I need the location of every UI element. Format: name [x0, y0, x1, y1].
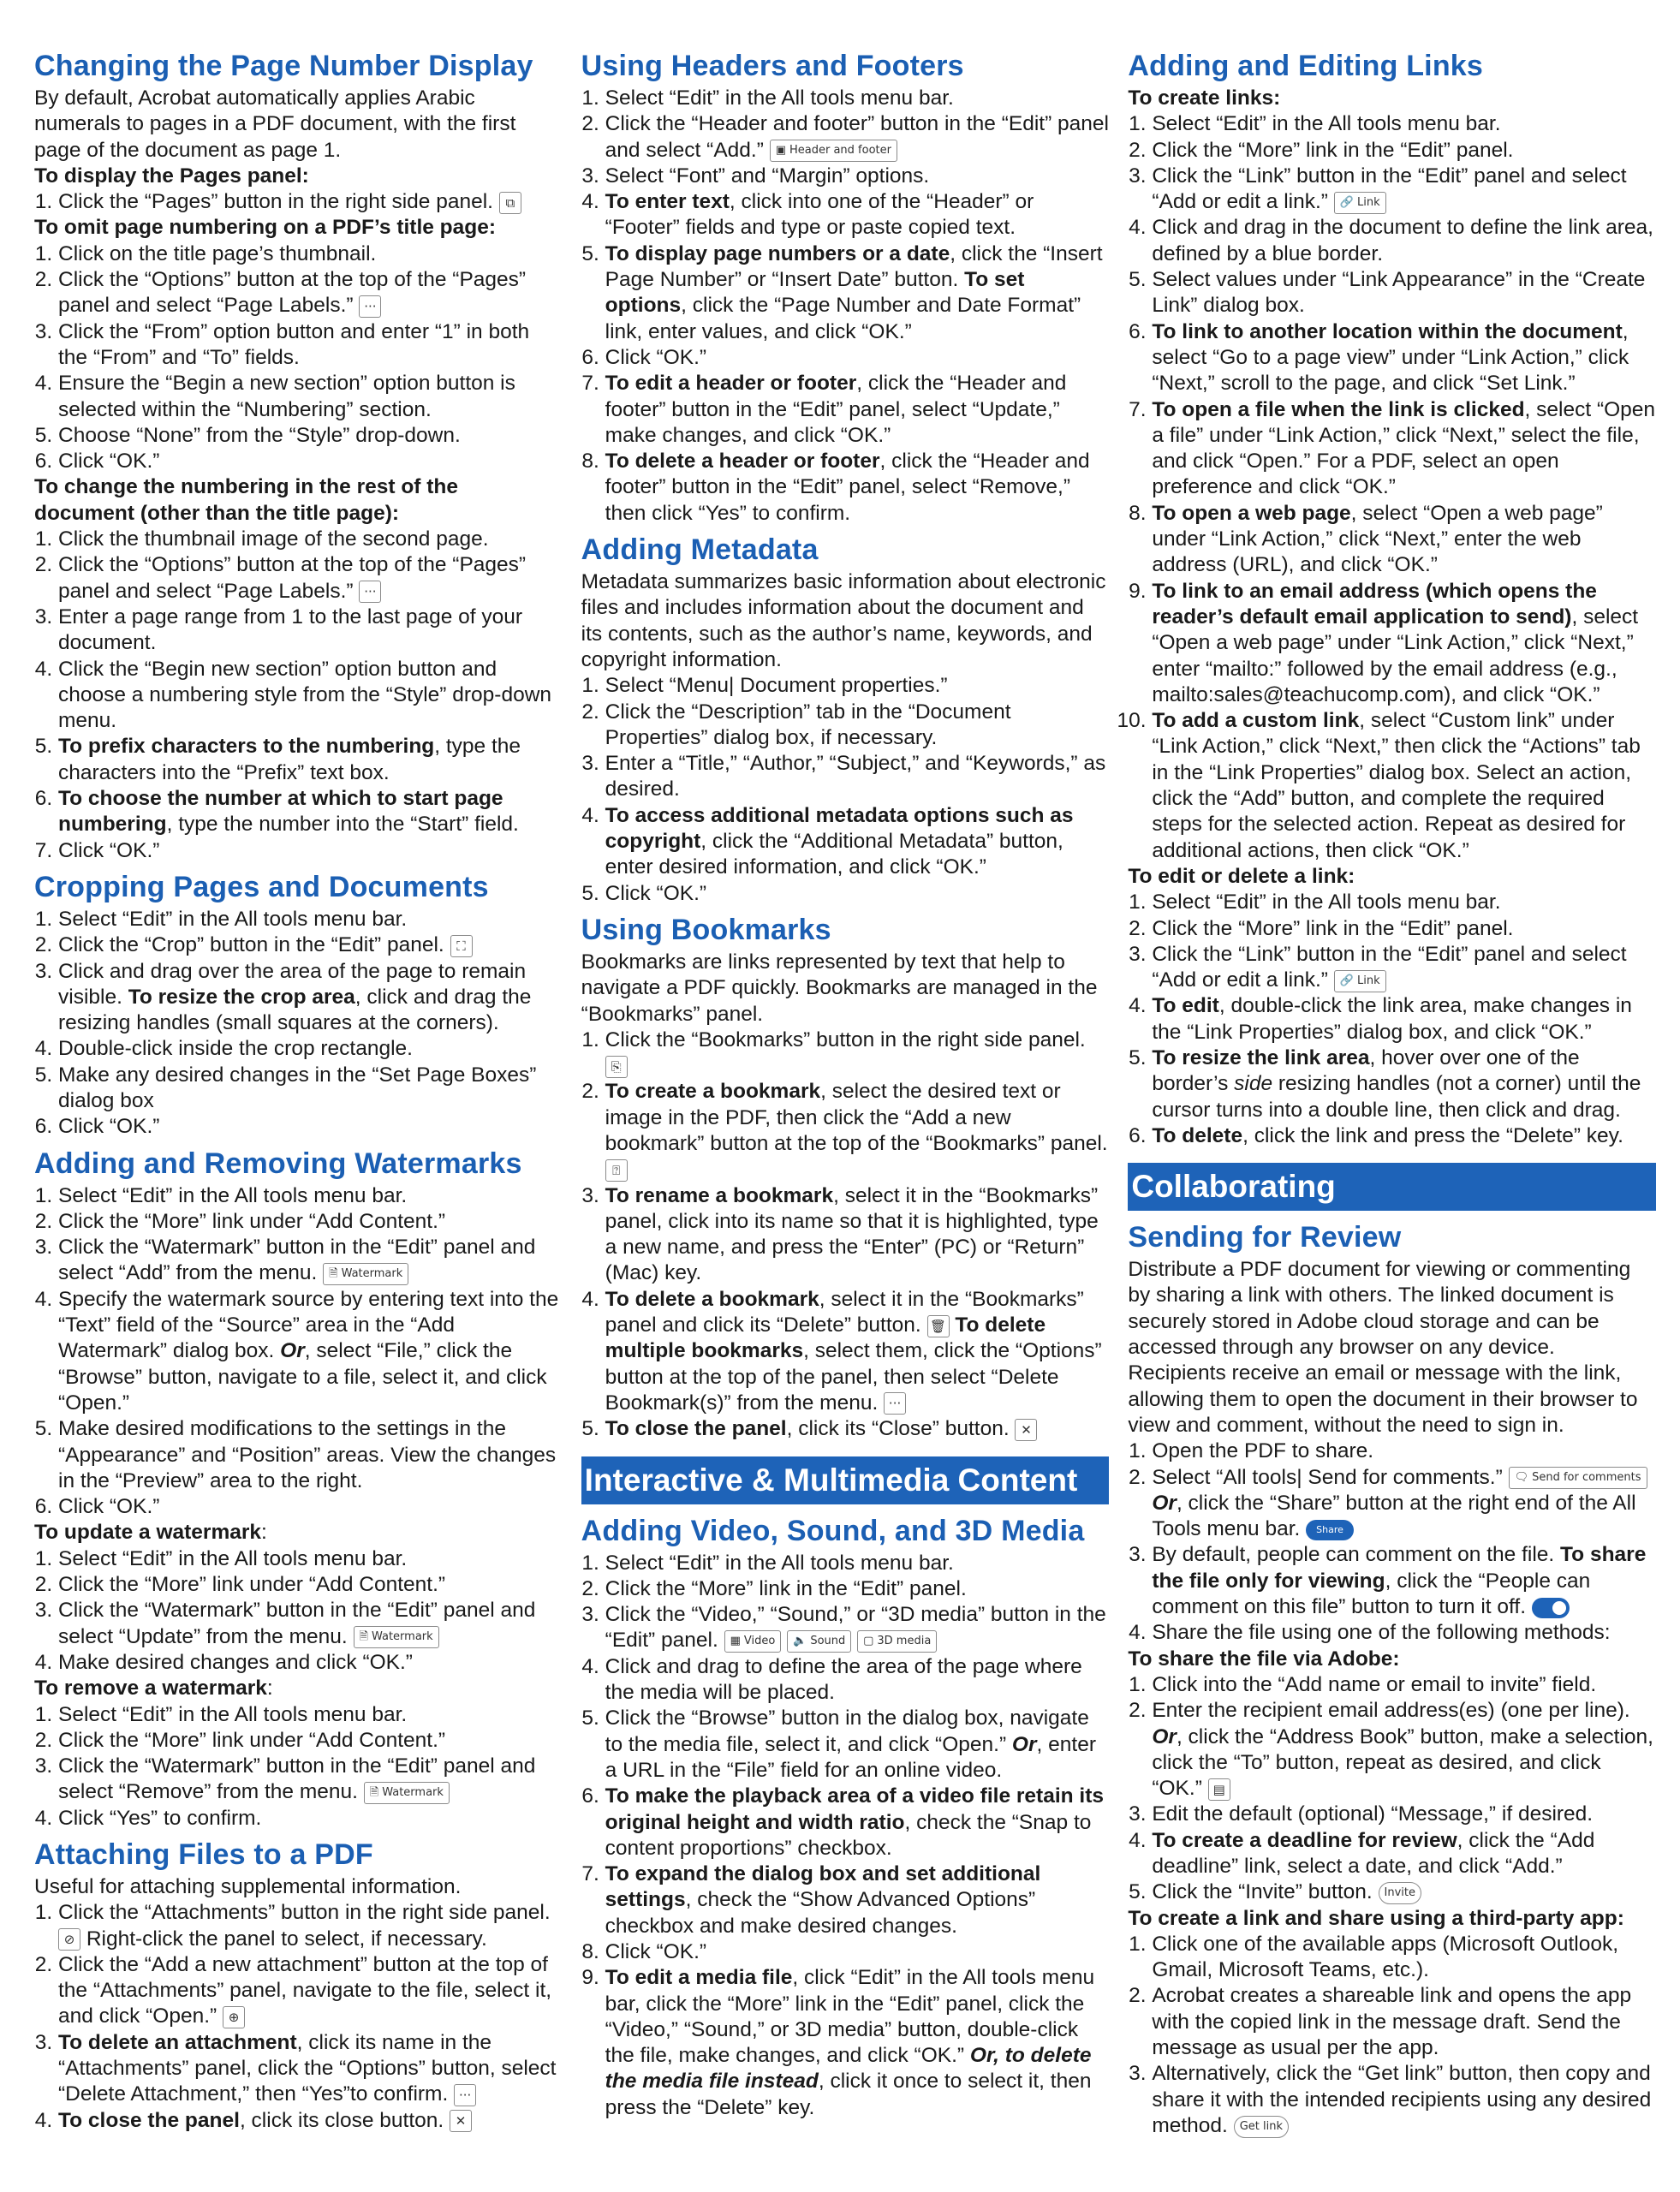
step: 7. Click “OK.”	[58, 838, 563, 864]
step-list	[1128, 1438, 1656, 1646]
step: 4. To edit, double-click the link area, make changes in the “Link Properties” dialog box, and click “OK.”	[1152, 993, 1656, 1045]
step: 5. Select values under “Link Appearance” in the “Create Link” dialog box.	[1152, 267, 1656, 319]
address-book-icon[interactable]: ▤	[1208, 1778, 1230, 1801]
step-list	[34, 241, 563, 475]
column-2	[581, 43, 1110, 2175]
comment-icon: 🗨	[1514, 1471, 1529, 1485]
more-options-icon[interactable]: ···	[884, 1392, 906, 1415]
step: 1. Select “Edit” in the All tools menu bar.	[58, 1546, 563, 1572]
step: 3. To rename a bookmark, select it in the “Bookmarks” panel, click into its name so that it is highlighted, type a new name, and press the “Enter” (PC) or “Return” (Mac) key.	[605, 1183, 1110, 1287]
step: 6. Click “OK.”	[58, 1114, 563, 1140]
step: 9. To link to an email address (which opens the reader’s default email application to send), select “Open a web page” under “Link Action,” click “Next,” enter “mailto:” followed by the email address (e.g., mailto:sales@teachucomp.com), and click “OK.”	[1152, 579, 1656, 708]
step-list	[581, 86, 1110, 527]
step: 3. By default, people can comment on the file. To share the file only for viewing, click the “People can comment on this file” button to turn it off.	[1152, 1542, 1656, 1620]
video-button[interactable]: ▦ Video	[724, 1630, 782, 1653]
step: 8. To delete a header or footer, click the “Header and footer” button in the “Edit” panel, select “Remove,” then click “Yes” to confirm.	[605, 449, 1110, 527]
paragraph: Bookmarks are links represented by text that help to navigate a PDF quickly. Bookmarks are managed in the “Bookmarks” panel.	[581, 950, 1098, 1026]
header-footer-icon: ▣	[775, 144, 786, 158]
subheading: To create links:	[1128, 86, 1281, 110]
subheading: To omit page numbering on a PDF’s title page:	[34, 216, 497, 240]
step: 3. Click the “Watermark” button in the “Edit” panel and select “Add” from the menu. 🗎 Watermark	[58, 1235, 563, 1287]
step: 3. Click the “Video,” “Sound,” or “3D media” button in the “Edit” panel. ▦ Video 🔈 Sound ▢ 3D media	[605, 1602, 1110, 1654]
step: 1. Select “Edit” in the All tools menu bar.	[1152, 890, 1656, 915]
step: 2. Enter the recipient email address(es) (one per line). Or, click the “Address Book” button, make a selection, click the “To” button, repeat as desired, and click “OK.” ▤	[1152, 1698, 1656, 1802]
step: 2. Click the “Add a new attachment” button at the top of the “Attachments” panel, navigate to the file, select it, and click “Open.” ⊕	[58, 1952, 563, 2030]
step: 4. To access additional metadata options such as copyright, click the “Additional Metadata” button, enter desired information, and click “OK.”	[605, 803, 1110, 881]
step: 1. Click the “Bookmarks” button in the right side panel. ⎘	[605, 1028, 1110, 1080]
watermark-button[interactable]: 🗎 Watermark	[323, 1263, 408, 1285]
step: 6. Click “OK.”	[58, 449, 563, 474]
step: 6. To delete, click the link and press the “Delete” key.	[1152, 1123, 1656, 1149]
close-icon[interactable]: ✕	[1015, 1419, 1037, 1441]
trash-icon[interactable]: 🗑	[927, 1315, 950, 1337]
link-button[interactable]: 🔗 Link	[1334, 192, 1386, 214]
step-list	[34, 527, 563, 864]
section-title: Adding and Removing Watermarks	[34, 1147, 522, 1180]
header-footer-button[interactable]: ▣ Header and footer	[770, 140, 897, 162]
add-attachment-icon[interactable]: ⊕	[223, 2006, 245, 2028]
more-options-icon[interactable]: ···	[454, 2084, 476, 2106]
section-title: Using Bookmarks	[581, 913, 831, 946]
step: 5. Make any desired changes in the “Set Page Boxes” dialog box	[58, 1063, 563, 1115]
step: 6. To choose the number at which to start page numbering, type the number into the “Start” field.	[58, 786, 563, 838]
step: 6. Click “OK.”	[58, 1494, 563, 1520]
step: 1. Select “Edit” in the All tools menu bar.	[58, 1183, 563, 1209]
step-list	[581, 1028, 1110, 1443]
paperclip-icon[interactable]: ⊘	[58, 1928, 80, 1951]
invite-button[interactable]: Invite	[1379, 1882, 1421, 1904]
more-options-icon[interactable]: ···	[359, 581, 381, 603]
section-title: Adding Video, Sound, and 3D Media	[581, 1514, 1085, 1547]
step: 1. Select “Edit” in the All tools menu bar.	[605, 1551, 1110, 1576]
share-button[interactable]: Share	[1306, 1520, 1354, 1540]
step: 2. Click the “More” link under “Add Content.”	[58, 1572, 563, 1598]
step: 6. To make the playback area of a video file retain its original height and width ratio, check the “Snap to content proportions” checkbox.	[605, 1784, 1110, 1861]
section-title: Using Headers and Footers	[581, 50, 964, 82]
step: 4. Make desired changes and click “OK.”	[58, 1650, 563, 1676]
paragraph: Distribute a PDF document for viewing or commenting by sharing a link with others. The linked document is securely stored in Adobe cloud storage and can be accessed through any browser on any device. Recipients receive an email or message with the link, allowing them to open the document in their browser to view and comment, without the need to sign in.	[1128, 1258, 1638, 1437]
sound-button[interactable]: 🔈 Sound	[787, 1630, 851, 1653]
step-list	[34, 1546, 563, 1676]
step-list	[34, 907, 563, 1141]
step: 5. Click the “Browse” button in the dialog box, navigate to the media file, select it, and click “Open.” Or, enter a URL in the “File” field for an online video.	[605, 1706, 1110, 1784]
step: 1. Click into the “Add name or email to invite” field.	[1152, 1672, 1656, 1698]
film-icon: ▦	[730, 1634, 741, 1647]
step: 10. To add a custom link, select “Custom link” under “Link Action,” click “Next,” then click the “Actions” tab in the “Link Properties” dialog box. Select an action, click the “Add” button, and complete the required steps for the selected action. Repeat as desired for additional actions, then click “OK.”	[1152, 708, 1656, 864]
step: 3. Click the “Watermark” button in the “Edit” panel and select “Update” from the menu. 🗎 Watermark	[58, 1598, 563, 1650]
step: 4. Click the “Begin new section” option button and choose a numbering style from the “Style” drop-down menu.	[58, 657, 563, 735]
step: 3. Enter a “Title,” “Author,” “Subject,” and “Keywords,” as desired.	[605, 751, 1110, 803]
step: 2. Select “All tools| Send for comments.” 🗨 Send for comments Or, click the “Share” button at the right end of the All Tools menu bar. Share	[1152, 1465, 1656, 1543]
subheading: To share the file via Adobe:	[1128, 1647, 1400, 1671]
step: 9. To edit a media file, click “Edit” in the All tools menu bar, click the “More” link in the “Edit” panel, click the “Video,” “Sound,” or 3D media” button, double-click the file, make changes, and click “OK.” Or, to delete the media file instead, click it once to select it, then press the “Delete” key.	[605, 1965, 1110, 2121]
step-list	[1128, 111, 1656, 864]
step: 2. Click the “Description” tab in the “Document Properties” dialog box, if necessary.	[605, 700, 1110, 752]
get-link-button[interactable]: Get link	[1234, 2116, 1289, 2138]
bookmarks-icon[interactable]: ⎘	[605, 1056, 628, 1078]
step: 8. To open a web page, select “Open a web page” under “Link Action,” click “Next,” enter the web address (URL), and click “OK.”	[1152, 501, 1656, 579]
step: 7. To expand the dialog box and set additional settings, check the “Show Advanced Options” checkbox and make desired changes.	[605, 1861, 1110, 1939]
step: 2. Acrobat creates a shareable link and opens the app with the copied link in the message draft. Send the message as usual per the app.	[1152, 1983, 1656, 2061]
step: 3. Alternatively, click the “Get link” button, then copy and share it with the intended recipients using any desired method. Get link	[1152, 2061, 1656, 2139]
subheading: To update a watermark:	[34, 1521, 267, 1545]
step: 1. Click one of the available apps (Microsoft Outlook, Gmail, Microsoft Teams, etc.).	[1152, 1932, 1656, 1984]
section-title: Sending for Review	[1128, 1221, 1402, 1254]
step: 5. To prefix characters to the numbering, type the characters into the “Prefix” text box.	[58, 734, 563, 786]
speaker-icon: 🔈	[793, 1634, 807, 1647]
step: 3. Click the “Link” button in the “Edit” panel and select “Add or edit a link.” 🔗 Link	[1152, 942, 1656, 994]
pages-icon[interactable]: ⧉	[499, 192, 521, 214]
watermark-button[interactable]: 🗎 Watermark	[354, 1626, 439, 1648]
new-bookmark-icon[interactable]: ⍰	[605, 1159, 628, 1182]
document-icon: 🗎	[369, 1785, 379, 1799]
step: 4. Double-click inside the crop rectangle.	[58, 1036, 563, 1062]
step: 2. Click the “More” link under “Add Content.”	[58, 1209, 563, 1235]
section-title: Adding Metadata	[581, 533, 819, 567]
step: 5. Make desired modifications to the settings in the “Appearance” and “Position” areas. View the changes in the “Preview” area to the right.	[58, 1416, 563, 1494]
step: 3. Click the “From” option button and enter “1” in both the “From” and “To” fields.	[58, 319, 563, 372]
step: 1. Select “Edit” in the All tools menu bar.	[58, 907, 563, 932]
step: 3. Click the “Link” button in the “Edit” panel and select “Add or edit a link.” 🔗 Link	[1152, 164, 1656, 216]
cube-icon: ▢	[863, 1634, 874, 1647]
step: 3. Edit the default (optional) “Message,” if desired.	[1152, 1802, 1656, 1827]
subheading: To change the numbering in the rest of the document (other than the title page):	[34, 475, 459, 525]
step: 7. To edit a header or footer, click the “Header and footer” button in the “Edit” panel, select “Update,” make changes, and click “OK.”	[605, 371, 1110, 449]
step: 1. Click the thumbnail image of the second page.	[58, 527, 563, 552]
step-list	[581, 673, 1110, 907]
link-icon: 🔗	[1339, 195, 1354, 209]
crop-icon[interactable]: ⛶	[450, 935, 473, 957]
link-icon: 🔗	[1339, 974, 1354, 987]
step: 3. Click and drag over the area of the page to remain visible. To resize the crop area, click and drag the resizing handles (small squares at the corners).	[58, 959, 563, 1037]
section-banner: Collaborating	[1128, 1163, 1656, 1211]
document-icon: 🗎	[329, 1267, 338, 1280]
step-list	[1128, 1672, 1656, 1906]
step: 5. To close the panel, click its “Close” button. ✕	[605, 1416, 1110, 1442]
step: 2. Click the “More” link in the “Edit” panel.	[1152, 916, 1656, 942]
step-list	[581, 1551, 1110, 2122]
section-title: Attaching Files to a PDF	[34, 1838, 373, 1871]
section-title: Adding and Editing Links	[1128, 50, 1484, 82]
step: 1. Click on the title page’s thumbnail.	[58, 241, 563, 267]
step: 5. To display page numbers or a date, click the “Insert Page Number” or “Insert Date” button. To set options, click the “Page Number and Date Format” link, enter values, and click “OK.”	[605, 241, 1110, 345]
step: 3. Click the “Watermark” button in the “Edit” panel and select “Remove” from the menu. 🗎 Watermark	[58, 1754, 563, 1806]
send-for-comments-button[interactable]: 🗨 Send for comments	[1509, 1467, 1647, 1489]
step: 4. To close the panel, click its close button. ✕	[58, 2108, 563, 2134]
step: 2. Click the “Options” button at the top of the “Pages” panel and select “Page Labels.” ···	[58, 552, 563, 605]
step: 5. To resize the link area, hover over one of the border’s side resizing handles (not a corner) until the cursor turns into a double line, then click and drag.	[1152, 1045, 1656, 1123]
subheading: To remove a watermark:	[34, 1677, 273, 1701]
step: 1. Select “Menu| Document properties.”	[605, 673, 1110, 699]
subheading: To edit or delete a link:	[1128, 864, 1355, 888]
step: 4. To delete a bookmark, select it in the “Bookmarks” panel and click its “Delete” button. 🗑 To delete multiple bookmarks, select them, click the “Options” button at the top of the panel, then select “Delete Bookmark(s)” from the menu. ···	[605, 1287, 1110, 1416]
step: 3. To delete an attachment, click its name in the “Attachments” panel, click the “Options” button, select “Delete Attachment,” then “Yes”to confirm. ···	[58, 2030, 563, 2108]
paragraph: By default, Acrobat automatically applies Arabic numerals to pages in a PDF document, with the first page of the document as page 1.	[34, 86, 516, 162]
step: 5. Choose “None” from the “Style” drop-down.	[58, 423, 563, 449]
toggle-on-icon[interactable]	[1532, 1598, 1570, 1618]
step: 5. Click “OK.”	[605, 881, 1110, 907]
step-list	[1128, 890, 1656, 1149]
step-list	[34, 189, 563, 215]
step: 2. Click the “More” link under “Add Content.”	[58, 1728, 563, 1754]
subheading: To display the Pages panel:	[34, 164, 309, 188]
step: 4. Ensure the “Begin a new section” option button is selected within the “Numbering” section.	[58, 371, 563, 423]
paragraph: Metadata summarizes basic information about electronic files and includes information about the document and its contents, such as the author’s name, keywords, and copyright information.	[581, 570, 1106, 671]
step: 2. Click the “More” link in the “Edit” panel.	[605, 1576, 1110, 1602]
step: 3. Select “Font” and “Margin” options.	[605, 164, 1110, 189]
step: 4. Specify the watermark source by entering text into the “Text” field of the “Source” area in the “Add Watermark” dialog box. Or, select “File,” click the “Browse” button, navigate to a file, select it, and click “Open.”	[58, 1287, 563, 1416]
paragraph: Useful for attaching supplemental information.	[34, 1875, 462, 1898]
3d-media-button[interactable]: ▢ 3D media	[857, 1630, 937, 1653]
step: 2. Click the “More” link in the “Edit” panel.	[1152, 138, 1656, 164]
column-3	[1128, 43, 1656, 2175]
step: 5. Click the “Invite” button. Invite	[1152, 1879, 1656, 1905]
step: 1. Click the “Attachments” button in the right side panel. ⊘ Right-click the panel to select, if necessary.	[58, 1900, 563, 1952]
step-list	[34, 1900, 563, 2134]
close-icon[interactable]: ✕	[450, 2110, 472, 2132]
step: 1. Open the PDF to share.	[1152, 1438, 1656, 1464]
step: 4. To create a deadline for review, click the “Add deadline” link, select a date, and click “Add.”	[1152, 1828, 1656, 1880]
section-banner: Interactive & Multimedia Content	[581, 1456, 1110, 1504]
step: 6. To link to another location within the document, select “Go to a page view” under “Link Action,” click “Next,” scroll to the page, and click “Set Link.”	[1152, 319, 1656, 397]
step: 1. Select “Edit” in the All tools menu bar.	[605, 86, 1110, 111]
step: 7. To open a file when the link is clicked, select “Open a file” under “Link Action,” click “Next,” select the file, and click “Open.” For a PDF, select an open preference and click “OK.”	[1152, 397, 1656, 501]
column-1	[34, 43, 563, 2175]
link-button[interactable]: 🔗 Link	[1334, 970, 1386, 992]
step: 4. Share the file using one of the following methods:	[1152, 1620, 1656, 1646]
more-options-icon[interactable]: ···	[359, 295, 381, 318]
step-list	[1128, 1932, 1656, 2139]
step: 2. Click the “Options” button at the top of the “Pages” panel and select “Page Labels.” ···	[58, 267, 563, 319]
step: 4. Click and drag to define the area of the page where the media will be placed.	[605, 1654, 1110, 1707]
watermark-button[interactable]: 🗎 Watermark	[364, 1782, 450, 1804]
step: 4. Click and drag in the document to define the link area, defined by a blue border.	[1152, 215, 1656, 267]
section-title: Changing the Page Number Display	[34, 50, 533, 82]
step: 2. Click the “Header and footer” button in the “Edit” panel and select “Add.” ▣ Header and footer	[605, 111, 1110, 164]
step: 1. Select “Edit” in the All tools menu bar.	[58, 1702, 563, 1728]
document-icon: 🗎	[359, 1630, 368, 1644]
step-list	[34, 1183, 563, 1521]
step: 4. Click “Yes” to confirm.	[58, 1806, 563, 1832]
step: 1. Select “Edit” in the All tools menu bar.	[1152, 111, 1656, 137]
step: 2. To create a bookmark, select the desired text or image in the PDF, then click the “Add a new bookmark” button at the top of the “Bookmarks” panel. ⍰	[605, 1079, 1110, 1182]
section-title: Cropping Pages and Documents	[34, 870, 489, 903]
subheading: To create a link and share using a third-party app:	[1128, 1906, 1624, 1930]
step-list	[34, 1702, 563, 1832]
step: 8. Click “OK.”	[605, 1939, 1110, 1965]
step: 3. Enter a page range from 1 to the last page of your document.	[58, 605, 563, 657]
step: 2. Click the “Crop” button in the “Edit” panel. ⛶	[58, 932, 563, 958]
step: 6. Click “OK.”	[605, 345, 1110, 371]
step: 1. Click the “Pages” button in the right side panel. ⧉	[58, 189, 563, 215]
step: 4. To enter text, click into one of the “Header” or “Footer” fields and type or paste copied text.	[605, 189, 1110, 241]
